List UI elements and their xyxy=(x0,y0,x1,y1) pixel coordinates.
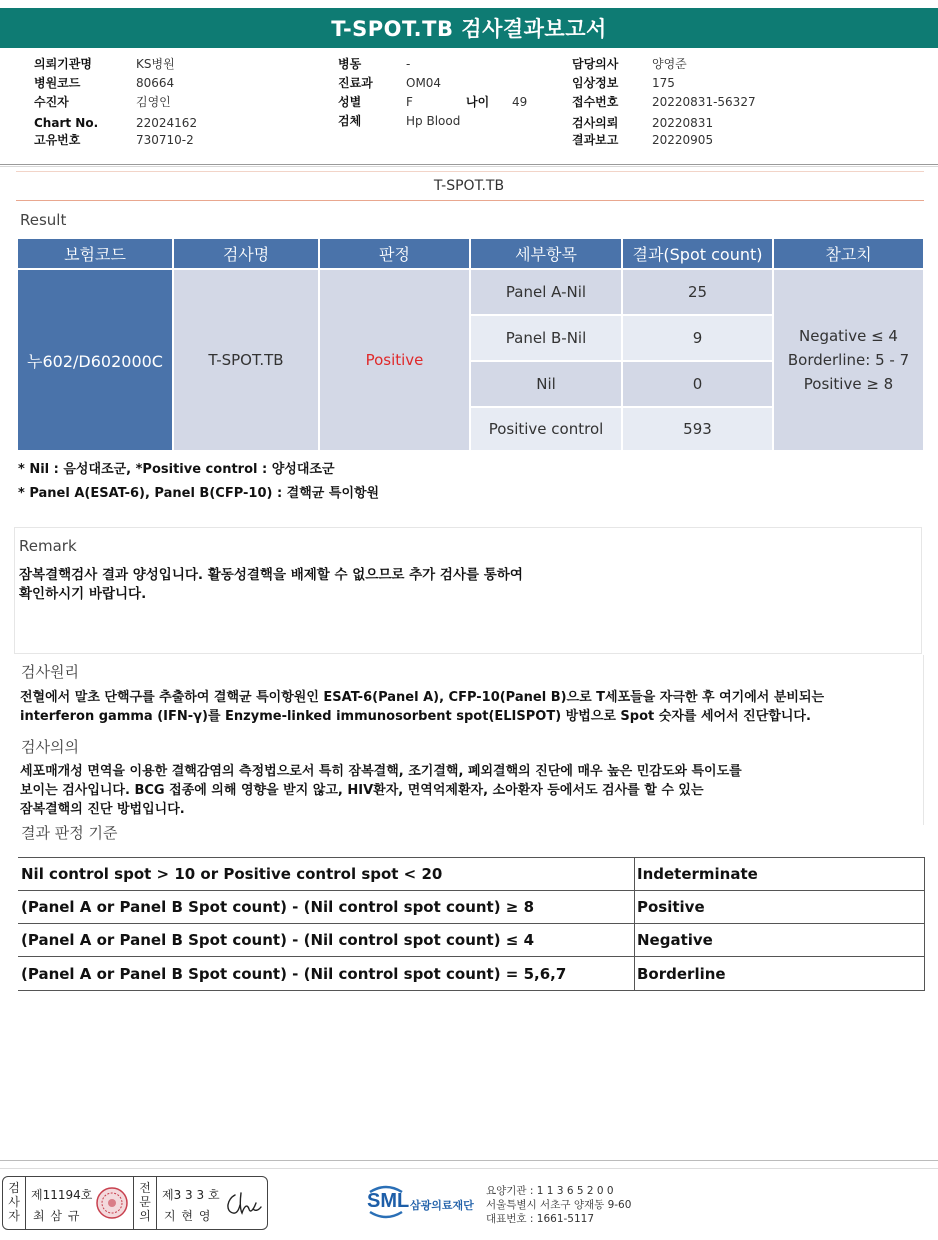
insurance-code: 누602/D602000C xyxy=(18,270,172,450)
header-label: 나이 xyxy=(466,95,490,109)
specialist-number: 제3 3 3 호 xyxy=(162,1188,220,1202)
principle-line: interferon gamma (IFN-γ)를 Enzyme-linked immunosorbent spot(ELISPOT) 방법으로 Spot 숫자를 세어서 진단합니다. xyxy=(20,709,811,724)
header-value: 20220831-56327 xyxy=(652,95,756,109)
spot-count: 9 xyxy=(623,316,772,360)
criteria-result: Positive xyxy=(637,898,705,916)
remark-line: 잠복결핵검사 결과 양성입니다. 활동성결핵을 배제할 수 없으므로 추가 검사를 통하여 xyxy=(19,567,523,583)
reference-line: Positive ≥ 8 xyxy=(803,375,894,393)
table-header: 참고치 xyxy=(774,239,923,268)
divider xyxy=(16,200,924,201)
header-label: 접수번호 xyxy=(572,95,619,109)
header-label: 검체 xyxy=(338,114,362,128)
criteria-row xyxy=(18,858,924,891)
header-label: Chart No. xyxy=(34,116,99,130)
judgement: Positive xyxy=(320,270,469,450)
table-header: 결과(Spot count) xyxy=(623,239,772,268)
criteria-condition: Nil control spot > 10 or Positive control spot < 20 xyxy=(21,865,443,883)
reference-range xyxy=(774,270,923,450)
note-line: * Panel A(ESAT-6), Panel B(CFP-10) : 결핵균 특이항원 xyxy=(18,486,380,501)
report-title: T-SPOT.TB 검사결과보고서 xyxy=(0,8,938,48)
criteria-condition: (Panel A or Panel B Spot count) - (Nil control spot count) ≥ 8 xyxy=(21,898,535,916)
section-subtitle: T-SPOT.TB xyxy=(433,178,505,194)
header-label: 임상정보 xyxy=(572,76,619,90)
principle-text xyxy=(20,688,824,726)
criteria-condition: (Panel A or Panel B Spot count) - (Nil control spot count) ≤ 4 xyxy=(21,931,535,949)
reference-line: Negative ≤ 4 xyxy=(799,327,898,345)
divider xyxy=(0,1168,938,1169)
significance-line: 잠복결핵의 진단 방법입니다. xyxy=(20,802,185,817)
table-header: 보험코드 xyxy=(18,239,172,268)
examiner-number: 제11194호 xyxy=(31,1188,93,1202)
header-value: 20220831 xyxy=(652,116,714,130)
org-info-line: 서울특별시 서초구 양재동 9-60 xyxy=(486,1199,632,1211)
org-info-line: 요양기관 : 1 1 3 6 5 2 0 0 xyxy=(486,1185,614,1197)
divider xyxy=(156,1177,157,1229)
header-label: 결과보고 xyxy=(572,133,619,147)
org-name: 삼광의료재단 xyxy=(410,1199,474,1212)
header-label: 고유번호 xyxy=(34,133,81,147)
header-value: 730710-2 xyxy=(136,133,194,147)
table-header: 세부항목 xyxy=(471,239,621,268)
examiner-label: 검 사 자 xyxy=(8,1181,20,1223)
header-label: 검사의뢰 xyxy=(572,116,619,130)
signature-icon xyxy=(223,1189,263,1219)
remark-text xyxy=(19,566,523,604)
divider xyxy=(0,166,938,167)
criteria-result: Negative xyxy=(637,931,713,949)
significance-line: 세포매개성 면역을 이용한 결핵감염의 측정법으로서 특히 잠복결핵, 조기결핵, 폐외결핵의 진단에 매우 높은 민감도와 특이도를 xyxy=(20,764,742,779)
spot-count: 25 xyxy=(623,270,772,314)
detail-item: Panel B-Nil xyxy=(471,316,621,360)
header-value: F xyxy=(406,95,413,109)
header-value: - xyxy=(406,57,411,71)
header-value: KS병원 xyxy=(136,57,175,71)
remark-label: Remark xyxy=(19,537,77,555)
divider xyxy=(16,171,924,172)
criteria-condition: (Panel A or Panel B Spot count) - (Nil control spot count) = 5,6,7 xyxy=(21,965,567,983)
header-label: 의뢰기관명 xyxy=(34,57,92,71)
org-info-line: 대표번호 : 1661-5117 xyxy=(486,1213,595,1225)
table-header: 판정 xyxy=(320,239,469,268)
logo-text: SML xyxy=(367,1190,410,1212)
examiner-name: 최 삼 규 xyxy=(33,1209,81,1223)
significance-line: 보이는 검사입니다. BCG 접종에 의해 영향을 받지 않고, HIV환자, 면역억제환자, 소아환자 등에서도 검사를 할 수 있는 xyxy=(20,783,704,798)
result-label: Result xyxy=(20,211,67,229)
remark-line: 확인하시기 바랍니다. xyxy=(19,586,147,602)
specialist-label: 전 문 의 xyxy=(139,1181,151,1223)
header-label: 병동 xyxy=(338,57,362,71)
header-value: 20220905 xyxy=(652,133,714,147)
detail-item: Positive control xyxy=(471,408,621,450)
header-value: Hp Blood xyxy=(406,114,461,128)
header-label: 병원코드 xyxy=(34,76,81,90)
header-label: 진료과 xyxy=(338,76,373,90)
signature-box xyxy=(2,1176,268,1230)
criteria-row xyxy=(18,891,924,924)
significance-label: 검사의의 xyxy=(21,738,79,756)
criteria-row xyxy=(18,924,924,957)
examiner-seal-icon xyxy=(95,1186,129,1220)
header-label: 담당의사 xyxy=(572,57,619,71)
criteria-label: 결과 판정 기준 xyxy=(21,824,118,842)
header-value: 22024162 xyxy=(136,116,198,130)
test-name: T-SPOT.TB xyxy=(174,270,318,450)
specialist-name: 지 현 영 xyxy=(164,1209,212,1223)
header-value: 49 xyxy=(512,95,528,109)
divider xyxy=(924,857,925,991)
criteria-row xyxy=(18,958,924,991)
reference-line: Borderline: 5 - 7 xyxy=(787,351,910,369)
header-value: 80664 xyxy=(136,76,175,90)
criteria-result: Borderline xyxy=(637,965,726,983)
divider xyxy=(0,164,938,165)
significance-text xyxy=(20,762,742,819)
spot-count: 593 xyxy=(623,408,772,450)
detail-item: Panel A-Nil xyxy=(471,270,621,314)
header-value: OM04 xyxy=(406,76,442,90)
org-info xyxy=(486,1184,631,1226)
header-label: 수진자 xyxy=(34,95,69,109)
divider xyxy=(133,1177,134,1229)
divider xyxy=(0,1160,938,1161)
header-label: 성별 xyxy=(338,95,362,109)
note-line: * Nil : 음성대조군, *Positive control : 양성대조군 xyxy=(18,462,335,477)
header-value: 양영준 xyxy=(652,57,687,71)
principle-label: 검사원리 xyxy=(21,663,79,681)
header-value: 김영인 xyxy=(136,95,171,109)
principle-line: 전혈에서 말초 단핵구를 추출하여 결핵균 특이항원인 ESAT-6(Panel A), CFP-10(Panel B)으로 T세포들을 자극한 후 여기에서 분비되는 xyxy=(20,690,825,705)
criteria-result: Indeterminate xyxy=(637,865,758,883)
spot-count: 0 xyxy=(623,362,772,406)
detail-item: Nil xyxy=(471,362,621,406)
header-value: 175 xyxy=(652,76,675,90)
divider xyxy=(25,1177,26,1229)
table-header: 검사명 xyxy=(174,239,318,268)
